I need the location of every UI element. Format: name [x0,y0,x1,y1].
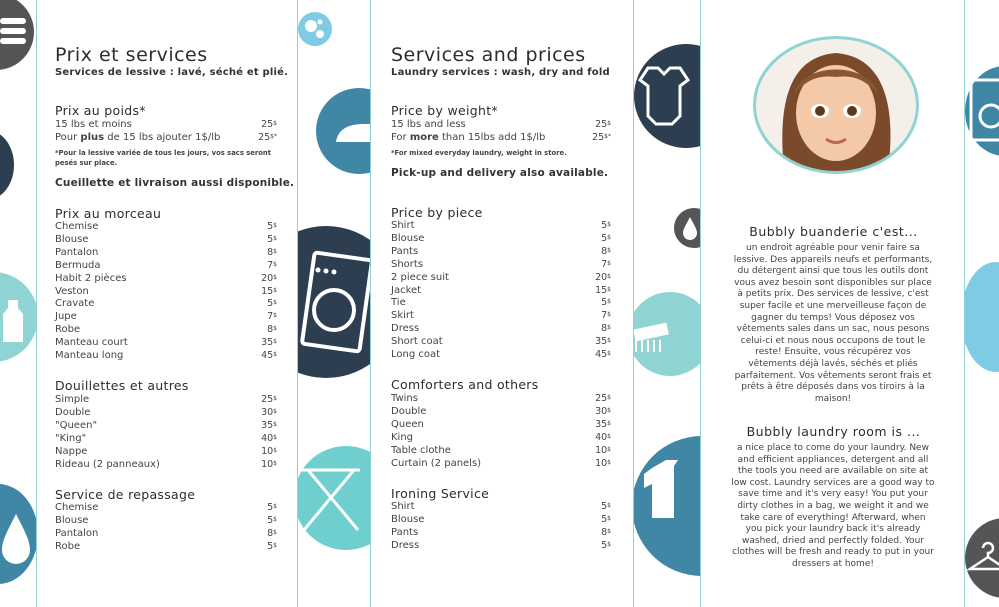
item-price: 7$ [601,258,611,270]
item-price: 20$ [261,272,277,284]
item-label: Bermuda [55,259,101,271]
washing-machine-icon [298,226,370,378]
section-title-piece: Prix au morceau [55,206,162,221]
item-label: Blouse [55,233,89,245]
price-row [55,286,277,299]
label-part: than 15lbs add 1$/lb [438,132,546,143]
item-label: Habit 2 pièces [55,272,127,284]
item-price: 25$ [595,393,611,404]
price-row [55,311,277,324]
item-price: 5$ [267,221,277,232]
sky-circle-decor [965,262,999,372]
item-price: 7$ [601,310,611,322]
item-price: 5$ [601,539,611,551]
item-label: Cravate [55,298,95,310]
price-row [391,458,611,471]
detergent-bottle-icon [0,272,36,362]
item-label: King [391,431,414,443]
section-title-piece: Price by piece [391,205,483,220]
item-label: Chemise [55,502,99,513]
item-label: Queen [391,418,424,430]
item-price: 25$ [261,394,277,405]
item-label: Short coat [391,336,443,348]
folded-towels-icon [0,0,34,70]
item-price: 15$ [261,285,277,297]
label-bold: plus [80,132,105,143]
price-row [391,540,611,553]
item-price: 8$ [267,527,277,539]
price-row [391,310,611,323]
item-price: 8$ [601,323,611,335]
price-row [55,407,277,420]
item-label: Robe [55,540,81,552]
item-price: 40$ [595,431,611,443]
price-row [391,514,611,527]
item-label: 15 lbs and less [391,119,466,130]
hanger-icon [965,518,999,598]
section-title-comforters: Douillettes et autres [55,378,189,393]
section-title-ironing: Service de repassage [55,487,196,502]
item-price: 5$ [601,513,611,525]
price-row [391,233,611,246]
english-price-panel [370,0,634,607]
item-price: 10$ [261,445,277,457]
about-title-fr: Bubbly buanderie c'est... [749,224,918,239]
section-title-weight: Price by weight* [391,103,498,118]
item-label: Shorts [391,258,424,270]
water-drop-icon [0,484,36,584]
item-price: 35$ [595,336,611,348]
item-label: Dress [391,539,420,551]
item-label: Nappe [55,445,88,457]
price-row [55,324,277,337]
item-price: 7$ [267,259,277,271]
item-label: Shirt [391,220,415,231]
page-title: Services and prices [391,44,586,66]
price-row [55,502,277,515]
iron-icon [316,88,370,174]
baby-onesie-icon [634,44,700,148]
item-price: 25$* [258,132,277,143]
drop-small-icon [674,208,700,248]
price-row [391,432,611,445]
item-label: Dress [391,323,420,335]
label-part: Pour [55,132,81,143]
item-label: Rideau (2 panneaux) [55,458,160,470]
pickup-note: Pick-up and delivery also available. [391,167,609,179]
price-row [55,394,277,407]
item-label: Manteau long [55,350,124,361]
price-row [391,246,611,259]
price-row [55,459,277,472]
item-label: Pantalon [55,527,99,539]
left-edge-strip [0,0,36,607]
washer-front-icon [965,66,999,156]
page-subtitle: Services de lessive : lavé, séché et plié. [55,67,289,78]
item-label: Skirt [391,310,414,322]
page-subtitle: Laundry services : wash, dry and fold [391,67,610,78]
center-right-strip [634,0,700,607]
price-row [55,132,277,145]
item-label: Curtain (2 panels) [391,457,482,469]
price-row [391,132,611,145]
item-label: Pants [391,245,419,257]
price-row [55,221,277,234]
price-row [391,323,611,336]
item-price: 5$ [601,220,611,231]
item-price: 30$ [261,406,277,418]
price-row [391,297,611,310]
item-price: 10$ [595,444,611,456]
item-label: Tie [391,297,406,309]
item-label: "Queen" [55,419,98,431]
item-label: 15 lbs et moins [55,119,132,130]
item-price: 30$ [595,405,611,417]
item-label [391,132,545,145]
weight-note: *Pour la lessive variée de tous les jours, vos sacs seront pesés sur place. [55,149,271,167]
tshirt-icon [634,436,700,576]
label-part: For [391,132,410,143]
about-text-en: a nice place to come do your laundry. New and efficient appliances, detergent and all the tools you need are available on site at low cost. Laundry services are a good way to save time and it's very easy! You put your dirty clothes in a bag, we weight it and we take care of everything! Afterward, when you pick your laundry back it's already washed, dried and perfectly folded. Your clothes will be fresh and ready to put in your dressers at home! [731,443,935,569]
item-price: 10$ [595,457,611,469]
price-row [55,446,277,459]
item-label: Table clothe [391,444,451,456]
brush-icon [634,292,700,376]
item-label: Veston [55,285,89,297]
item-price: 5$ [601,232,611,244]
item-price: 15$ [595,284,611,296]
price-row [55,119,277,132]
item-price: 25$ [261,119,277,130]
ironing-board-icon [298,446,370,550]
price-row [391,285,611,298]
item-price: 5$ [601,501,611,512]
price-row [55,260,277,273]
price-row [391,259,611,272]
item-label: Jupe [55,311,77,323]
about-panel [700,0,965,607]
price-row [391,445,611,458]
item-price: 7$ [267,311,277,323]
item-price: 45$ [261,350,277,361]
item-label: Chemise [55,221,99,232]
item-label: Simple [55,394,90,405]
item-price: 8$ [267,246,277,258]
about-title-en: Bubbly laundry room is ... [746,424,921,439]
item-price: 8$ [601,526,611,538]
price-row [391,393,611,406]
price-row [55,528,277,541]
price-row [55,337,277,350]
price-row [391,336,611,349]
section-title-weight: Prix au poids* [55,103,146,118]
item-price: 8$ [267,324,277,336]
item-label: Double [55,406,91,418]
price-row [391,501,611,514]
item-price: 5$ [267,502,277,513]
item-price: 45$ [595,349,611,360]
item-label: Manteau court [55,337,128,349]
item-label: Blouse [55,514,89,526]
section-title-comforters: Comforters and others [391,377,539,392]
section-title-ironing: Ironing Service [391,486,490,501]
item-label: Shirt [391,501,415,512]
price-row [391,119,611,132]
price-row [55,298,277,311]
item-price: 35$ [261,337,277,349]
item-label: Blouse [391,232,425,244]
item-price: 5$ [267,514,277,526]
mascot-face-icon [756,39,916,171]
price-row [55,541,277,554]
price-row [55,247,277,260]
item-price: 5$ [267,298,277,310]
price-row [55,350,277,363]
french-price-panel [36,0,298,607]
item-label [55,132,220,145]
item-label: Jacket [391,284,422,296]
price-row [55,273,277,286]
item-label: "King" [55,432,87,444]
price-row [391,419,611,432]
item-label: 2 piece suit [391,271,449,283]
about-text-fr: un endroit agréable pour venir faire sa lessive. Des appareils neufs et performants, du détergent ainsi que tous les outils dont vous avez besoin sont disponibles sur place à petits prix. Des services de lessive, c'est super facile et une merveilleuse façon de gagner du temps! Vous déposez vos vêtements sales dans un sac, nous pesons celui-ci et nous nous occupons de tout le reste! Ensuite, vous récupérez vos vêtements déjà lavés, séchés et pliés parfaitement. Vos vêtements seront frais et prêts à être déposés dans vos tiroirs à la maison! [733,243,933,404]
item-price: 35$ [261,419,277,431]
item-price: 10$ [261,458,277,470]
item-price: 40$ [261,432,277,444]
price-row [391,406,611,419]
bubbles-icon [298,12,332,46]
price-row [55,515,277,528]
item-price: 8$ [601,245,611,257]
item-label: Pants [391,526,419,538]
price-row [391,272,611,285]
center-left-strip [298,0,370,607]
label-bold: more [409,132,439,143]
label-part: de 15 lbs ajouter 1$/lb [104,132,221,143]
item-price: 5$ [267,233,277,245]
price-row [55,433,277,446]
item-price: 25$* [592,132,611,143]
right-edge-strip [965,0,999,607]
item-price: 25$ [595,119,611,130]
price-row [55,234,277,247]
item-label: Double [391,405,427,417]
item-label: Pantalon [55,246,99,258]
mascot-portrait [753,36,919,174]
item-price: 20$ [595,271,611,283]
weight-note: *For mixed everyday laundry, weight in store. [391,149,567,157]
item-label: Twins [391,393,418,404]
pickup-note: Cueillette et livraison aussi disponible. [55,177,295,189]
item-price: 35$ [595,418,611,430]
price-row [391,349,611,362]
price-row [391,527,611,540]
page-title: Prix et services [55,44,208,66]
item-label: Long coat [391,349,441,360]
price-row [391,220,611,233]
item-price: 5$ [267,540,277,552]
item-label: Robe [55,324,81,336]
price-row [55,420,277,433]
item-label: Blouse [391,513,425,525]
item-price: 5$ [601,297,611,309]
dark-circle-decor [0,130,14,200]
